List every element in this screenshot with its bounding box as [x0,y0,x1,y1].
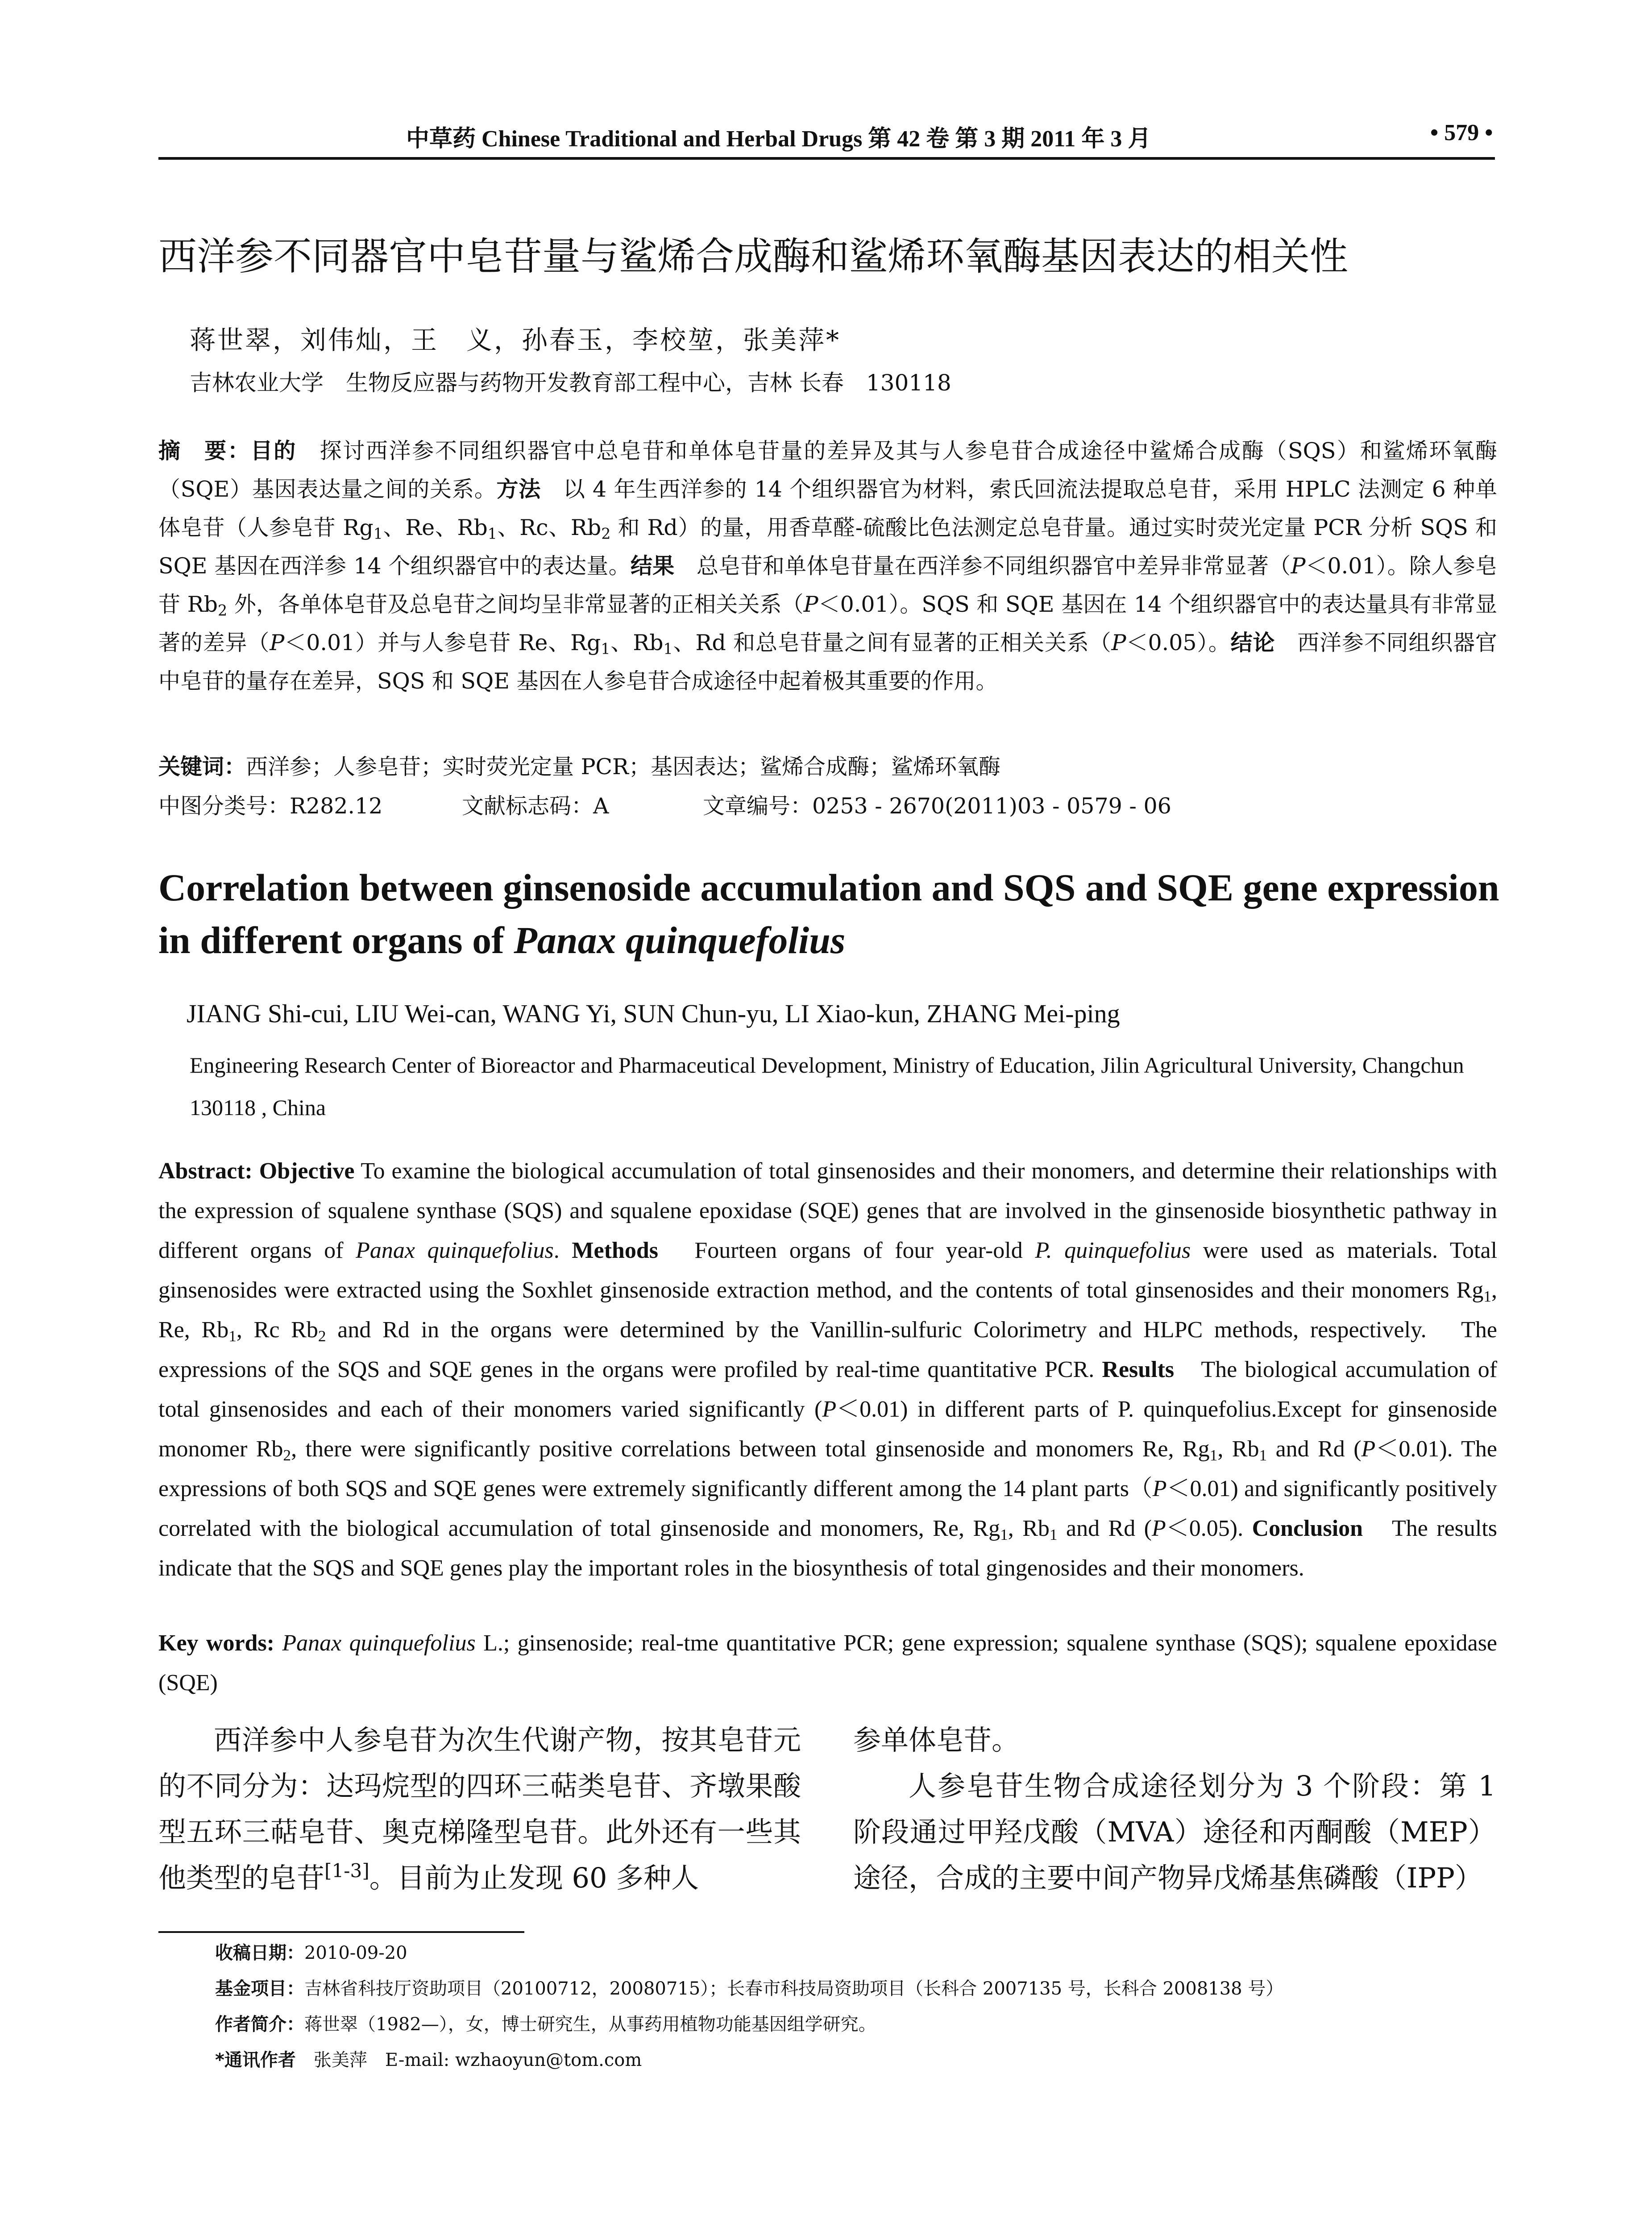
chinese-title: 西洋参不同器官中皂苷量与鲨烯合成酶和鲨烯环氧酶基因表达的相关性 [158,234,1348,279]
footnote-label: *通讯作者 [215,2050,296,2070]
chinese-authors: 蒋世翠，刘伟灿，王 义，孙春玉，李校堃，张美萍* [190,325,841,355]
subscript: 1 [1209,1446,1218,1464]
english-authors: JIANG Shi-cui, LIU Wei-can, WANG Yi, SUN Chun-yu, LI Xiao-kun, ZHANG Mei-ping [187,999,1120,1028]
subscript: 1 [601,640,610,658]
results-text: ＜0.01) and significantly positively correlated with the biological accumulation of total ginsenoside and monomers, Re, Rg [158,1476,1498,1541]
body-paragraph: 参单体皂苷。 [853,1724,1020,1756]
results-text: ＜0.01) in different parts of P. quinquefolius.Except for ginsenoside monomer Rb [158,1397,1497,1462]
methods-text: were used as materials. Total ginsenosides were extracted using the Soxhlet ginsenoside extraction method, and the contents of total ginsenosides and their monomers Rg [158,1238,1498,1303]
document-code: 文献标志码：A [462,793,609,819]
results-text: ＜0.05). [1166,1516,1244,1541]
objective-text: 探讨西洋参不同组织器官中总皂苷和单体皂苷量的差异及其与人参皂苷合成途径中鲨烯合成酶（SQS）和鲨烯环氧酶（SQE）基因表达量之间的关系。 [158,438,1497,502]
body-paragraph [158,1717,801,1901]
results-text: The biological accumulation of total ginsenosides and each of their monomers varied significantly ( [158,1357,1498,1422]
results-text: and Rd ( [1267,1436,1361,1462]
citation: [1-3] [324,1859,369,1882]
methods-text: , Rc Rb [236,1317,318,1343]
chinese-affiliation: 吉林农业大学 生物反应器与药物开发教育部工程中心，吉林 长春 130118 [190,370,951,396]
english-title-species: Panax quinquefolius [514,919,846,962]
subscript: 2 [601,525,611,543]
objective-label: 目的 [250,438,297,464]
article-number: 文章编号：0253 - 2670(2011)03 - 0579 - 06 [703,793,1171,819]
footnote-corresponding [215,2046,642,2071]
results-text: ＜0.01）。除人参皂苷 Rb [158,553,1497,617]
subscript: 1 [663,640,673,658]
page-number: • 579 • [1430,120,1493,145]
footnote-text: 张美萍 E-mail: wzhaoyun@tom.com [295,2050,642,2070]
results-text: 、Rb [610,630,664,655]
subscript: 1 [1049,1525,1058,1543]
subscript: 1 [1000,1525,1008,1543]
footnote-text: 蒋世翠（1982—），女，博士研究生，从事药用植物功能基因组学研究。 [304,2014,876,2035]
footnote-text: 2010-09-20 [304,1943,407,1963]
conclusion-label: Conclusion [1252,1516,1363,1541]
subscript: 1 [373,525,383,543]
running-header-journal: 中草药 Chinese Traditional and Herbal Drugs 第 42 卷 第 3 期 2011 年 3 月 [406,126,1151,152]
p-symbol: P [270,630,285,655]
p-symbol: P [822,1397,837,1422]
results-text: 总皂苷和单体皂苷量在西洋参不同组织器官中差异非常显著（ [674,553,1291,579]
methods-text: Fourteen organs of four year-old [658,1238,1035,1263]
body-paragraph: 人参皂苷生物合成途径划分为 3 个阶段：第 1 阶段通过甲羟戊酸（MVA）途径和丙酮酸（MEP）途径，合成的主要中间产物异戊烯基焦磷酸（IPP） [853,1770,1496,1894]
results-text: , Rb [1217,1436,1259,1462]
results-text: ＜0.05）。 [1126,630,1231,655]
class-number: 中图分类号：R282.12 [158,793,383,819]
p-symbol: P [1152,1476,1167,1501]
subscript: 1 [1483,1287,1491,1305]
chinese-keywords [158,750,1000,781]
conclusion-label: 结论 [1230,630,1275,655]
footnote-rule [158,1931,524,1933]
keywords-label: 关键词： [158,754,246,780]
species-name: P. quinquefolius [1035,1238,1191,1263]
methods-label: Methods [572,1238,658,1263]
p-symbol: P [803,592,818,617]
results-text: ＜0.01）并与人参皂苷 Re、Rg [284,630,601,655]
subscript: 2 [318,1327,326,1345]
results-text: , Rb [1008,1516,1050,1541]
species-name: Panax quinquefolius [356,1238,554,1263]
methods-text: , Re, Rb [158,1277,1497,1343]
keywords-text: 西洋参；人参皂苷；实时荧光定量 PCR；基因表达；鲨烯合成酶；鲨烯环氧酶 [246,754,1000,780]
footnote-label: 收稿日期： [215,1943,304,1963]
subscript: 2 [217,601,228,619]
body-column-right [853,1717,1496,1901]
chinese-abstract [158,432,1497,701]
results-text: 外，各单体皂苷及总皂苷之间均呈非常显著的正相关关系（ [227,592,804,617]
subscript: 2 [283,1446,291,1464]
header-rule [158,157,1495,160]
results-label: Results [1102,1357,1175,1382]
methods-label: 方法 [496,477,541,502]
footnote-label: 基金项目： [215,1978,304,1999]
methods-text: and Rd in the organs were determined by the Vanillin-sulfuric Colorimetry and HLPC methods, respectively. The expressions of the SQS and SQE genes in the organs were profiled by real-time quantitative PCR. [158,1317,1498,1382]
english-title [158,861,1502,966]
english-keywords [158,1623,1497,1703]
results-text: and Rd ( [1057,1516,1152,1541]
subscript: 1 [228,1327,237,1345]
english-title-text: Correlation between ginsenoside accumulation and SQS and SQE gene expression in different organs of [158,866,1499,962]
abstract-label: 摘 要： [158,438,251,464]
english-affiliation: Engineering Research Center of Bioreactor and Pharmaceutical Development, Ministry of Education, Jilin Agricultural University, Changchun 130118 , China [190,1053,1464,1120]
results-text: 、Rd 和总皂苷量之间有显著的正相关关系（ [672,630,1112,655]
results-label: 结果 [630,553,675,579]
body-text: 。目前为止发现 60 多种人 [369,1862,699,1894]
english-abstract [158,1151,1497,1588]
results-text: ＜0.01）。SQS 和 SQE 基因在 14 个组织器官中的表达量具有非常显著的差异（ [158,592,1498,655]
subscript: 1 [487,525,497,543]
p-symbol: P [1111,630,1126,655]
abstract-label: Abstract: Objective [158,1158,355,1184]
species-name: Panax quinquefolius [282,1630,476,1656]
p-symbol: P [1291,553,1306,579]
classification-line [158,789,1171,820]
methods-text: 、Rc、Rb [497,515,602,540]
objective-text: . [553,1238,560,1263]
footnote-author [215,2010,876,2036]
objective-text: To examine the biological accumulation of total ginsenosides and their monomers, and determine their relationships with the expression of squalene synthase (SQS) and squalene epoxidase (SQE) genes that are involved in the ginsenoside biosynthetic pathway in different organs of [158,1158,1497,1263]
footnote-fund [215,1974,1283,2000]
body-column-left [158,1717,801,1901]
methods-text: 和 Rd）的量，用香草醛-硫酸比色法测定总皂苷量。通过实时荧光定量 PCR 分析 SQS 和 SQE 基因在西洋参 14 个组织器官中的表达量。 [158,515,1497,579]
conclusion-text: 西洋参不同组织器官中皂苷的量存在差异，SQS 和 SQE 基因在人参皂苷合成途径中起着极其重要的作用。 [158,630,1497,694]
footnote-text: 吉林省科技厅资助项目（20100712，20080715）；长春市科技局资助项目（长科合 2007135 号，长科合 2008138 号） [304,1978,1284,1999]
results-text: , there were significantly positive correlations between total ginsenoside and monomers Re, Rg [291,1436,1210,1462]
p-symbol: P [1361,1436,1376,1462]
keywords-label: Key words: [158,1630,274,1656]
p-symbol: P [1152,1516,1166,1541]
footnote-received [215,1939,407,1964]
methods-text: 、Re、Rb [382,515,488,540]
body-text: 西洋参中人参皂苷为次生代谢产物，按其皂苷元的不同分为：达玛烷型的四环三萜类皂苷、齐墩果酸型五环三萜皂苷、奥克梯隆型皂苷。此外还有一些其他类型的皂苷 [158,1724,801,1894]
subscript: 1 [1259,1446,1267,1464]
methods-text: 以 4 年生西洋参的 14 个组织器官为材料，索氏回流法提取总皂苷，采用 HPLC 法测定 6 种单体皂苷（人参皂苷 Rg [158,477,1497,540]
keywords-text: L.; ginsenoside; real-tme quantitative PCR; gene expression; squalene synthase (SQS); squalene epoxidase (SQE) [158,1630,1498,1696]
footnote-label: 作者简介： [215,2014,304,2035]
conclusion-text: The results indicate that the SQS and SQE genes play the important roles in the biosynthesis of total gingenosides and their monomers. [158,1516,1498,1581]
results-text: ＜0.01). The expressions of both SQS and SQE genes were extremely significantly different among the 14 plant parts（ [158,1436,1497,1501]
